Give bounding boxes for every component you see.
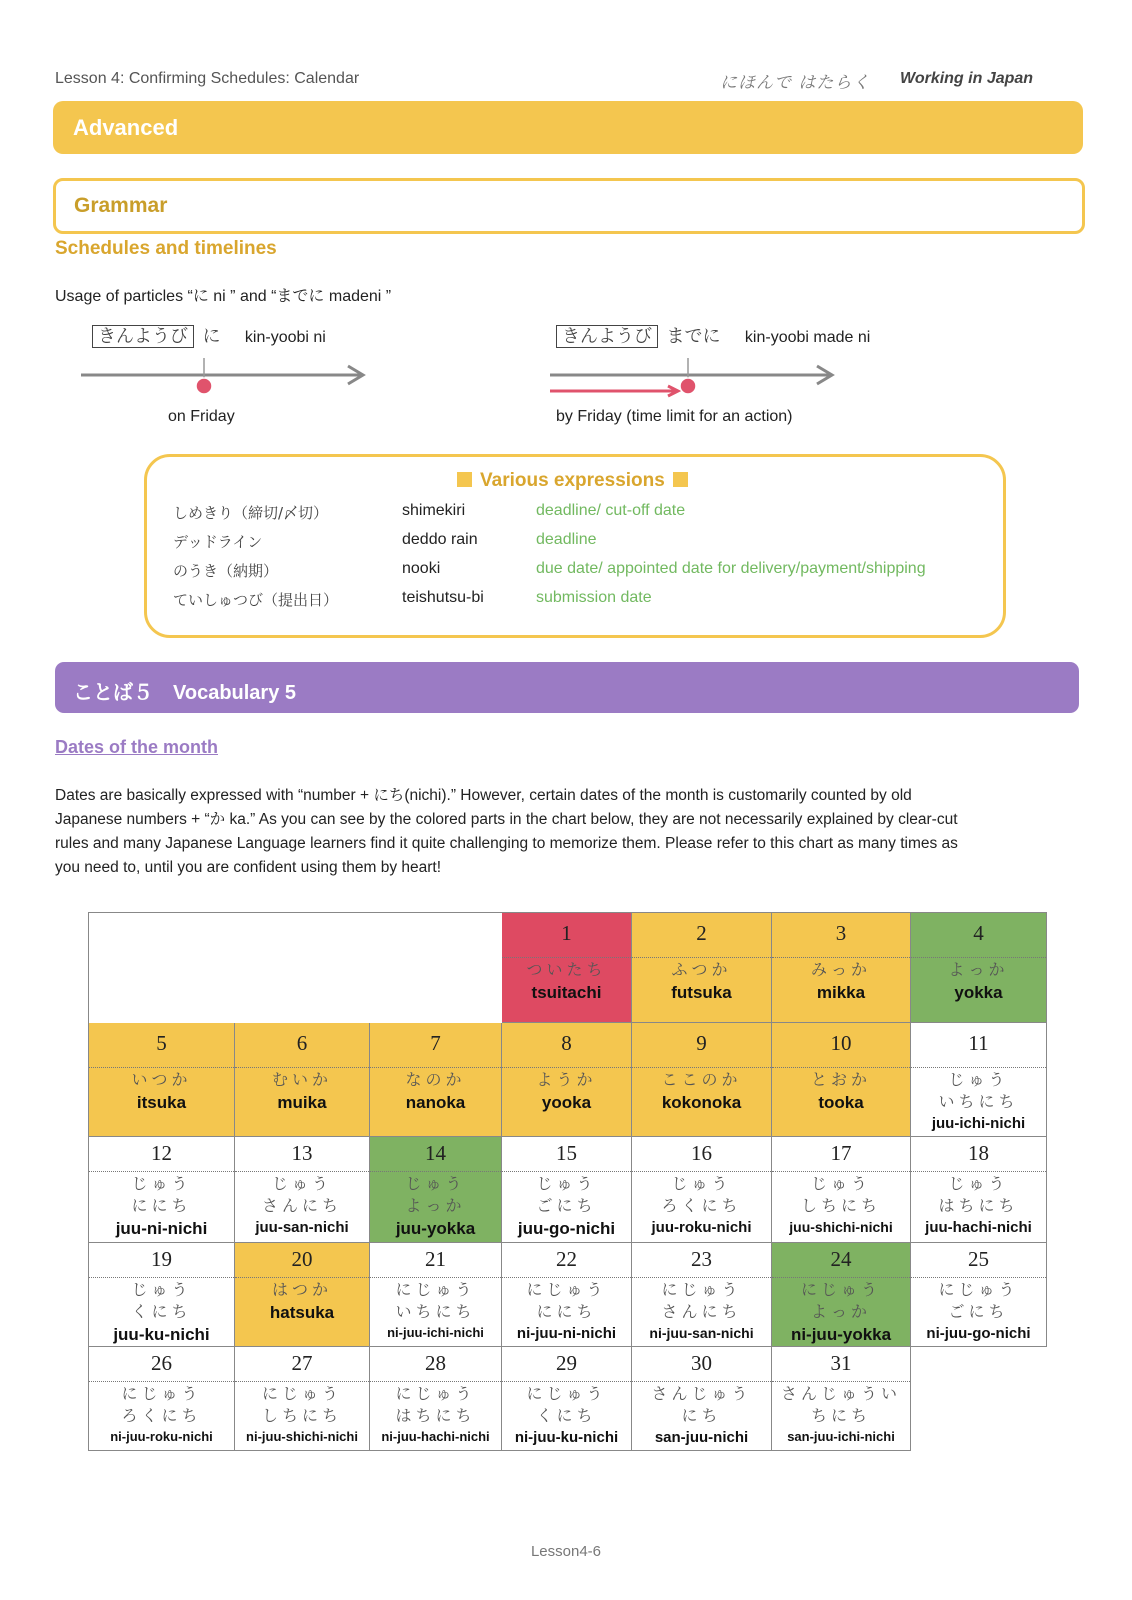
date-cell [235,1243,370,1347]
date-number: 23 [691,1247,712,1271]
date-cell [235,1137,370,1243]
cell-divider [235,1067,369,1068]
date-number: 9 [696,1031,707,1055]
date-kana: にじゅう [121,1384,202,1403]
date-cell [89,1243,235,1347]
timeline-ni-graphic [78,350,378,400]
date-kana: さんじゅう [651,1384,752,1403]
caption-by-friday: by Friday (time limit for an action) [556,408,793,425]
cell-divider [772,1277,910,1278]
cell-divider [772,957,910,958]
vocabulary-banner [55,662,1079,713]
particle-ni: に [202,326,221,347]
cell-divider [502,1171,631,1172]
date-romaji: mikka [816,983,866,1002]
date-kana: ろくにち [661,1196,742,1215]
expression-jp: デッドライン [173,533,263,551]
date-kana: むいか [271,1070,332,1089]
expression-meaning: due date/ appointed date for delivery/payment/shipping [536,560,926,577]
date-number: 31 [830,1351,852,1375]
cell-divider [235,1171,369,1172]
date-kana: みっか [810,960,871,979]
date-cell [502,913,632,1023]
date-cell [235,1023,370,1137]
cell-divider [370,1067,501,1068]
date-number: 3 [835,921,847,945]
date-kana: じゅう [948,1174,1009,1193]
date-romaji: yokka [954,983,1003,1002]
date-kana: くにち [536,1406,597,1425]
date-kana: いちにち [395,1302,476,1321]
date-number: 11 [968,1031,989,1055]
expressions-title [449,470,696,492]
friday-box: きんようび [92,325,194,348]
date-kana: しちにち [261,1406,342,1425]
date-number: 6 [296,1031,308,1055]
date-kana: にじゅう [261,1384,342,1403]
date-romaji: tsuitachi [531,983,602,1002]
expression-jp: のうき（納期） [173,562,279,580]
date-kana: ろくにち [121,1406,202,1425]
date-number: 25 [968,1247,989,1271]
date-kana: よっか [810,1302,871,1321]
date-cell [911,1023,1047,1137]
date-number: 28 [425,1351,446,1375]
cell-divider [89,1067,234,1068]
expressions-title-text: Various expressions [480,470,665,491]
date-kana: ここのか [661,1070,742,1089]
date-romaji: juu-go-nichi [517,1219,616,1238]
cell-divider [370,1171,501,1172]
date-number: 8 [561,1031,572,1055]
friday-box-2: きんようび [556,325,658,348]
date-number: 30 [691,1351,712,1375]
date-cell [502,1137,632,1243]
date-number: 2 [696,921,707,945]
romaji-madeni: kin-yoobi made ni [744,329,871,346]
date-number: 18 [968,1141,989,1165]
cell-divider [235,1381,369,1382]
date-number: 20 [291,1247,313,1271]
date-number: 5 [156,1031,167,1055]
date-romaji: hatsuka [269,1303,335,1322]
date-kana: ちにち [810,1406,871,1425]
date-number: 19 [151,1247,172,1271]
date-kana: にじゅう [661,1280,742,1299]
date-romaji: muika [277,1093,327,1112]
date-cell [370,1243,502,1347]
grammar-banner [53,178,1085,234]
paragraph-line: Japanese numbers + “か ka.” As you can see by the colored parts in the chart below, they are not necessarily explained by clear-cut [55,811,958,828]
caption-on-friday: on Friday [168,408,235,425]
page-footer: Lesson4-6 [530,1543,602,1560]
date-kana: はちにち [938,1196,1019,1215]
date-kana: とおか [810,1070,871,1089]
date-kana: じゅう [671,1174,732,1193]
date-kana: さんにち [261,1196,342,1215]
date-romaji: futsuka [671,983,732,1002]
cell-divider [632,1277,771,1278]
date-cell [370,1347,502,1451]
dates-calendar [88,912,1047,1451]
date-romaji: juu-ni-nichi [115,1219,208,1238]
expression-romaji: nooki [402,560,441,577]
cell-divider [772,1171,910,1172]
date-kana: じゅう [405,1174,466,1193]
cell-divider [772,1381,910,1382]
date-cell [772,913,911,1023]
paragraph-line: rules and many Japanese Language learners find it quite challenging to memorize them. Please refer to this chart as many times as [55,835,958,852]
date-romaji: san-juu-ichi-nichi [787,1429,895,1444]
timeline-madeni-graphic [548,350,848,400]
cell-divider [502,1381,631,1382]
cell-divider [502,1067,631,1068]
date-kana: いちにち [938,1092,1019,1111]
cell-divider [911,957,1046,958]
date-cell [370,1023,502,1137]
date-kana: にじゅう [395,1384,476,1403]
date-kana: いつか [131,1070,192,1089]
date-number: 22 [556,1247,577,1271]
date-romaji: ni-juu-shichi-nichi [246,1429,358,1444]
dates-paragraph [55,784,1085,880]
date-kana: よっか [405,1196,466,1215]
advanced-banner [53,101,1083,154]
date-number: 12 [151,1141,172,1165]
paragraph-line: Dates are basically expressed with “number + にち(nichi).” However, certain dates of the month is customarily counted by old [55,787,912,804]
date-number: 26 [151,1351,172,1375]
friday-dot-icon [680,378,696,394]
date-kana: ににち [131,1196,192,1215]
cell-divider [89,1381,234,1382]
date-romaji: juu-yokka [395,1219,476,1238]
date-kana: ごにち [948,1302,1009,1321]
date-kana: はちにち [395,1406,476,1425]
date-romaji: nanoka [405,1093,466,1112]
particle-madeni: までに [666,326,721,347]
date-number: 15 [556,1141,577,1165]
date-cell [632,1347,772,1451]
date-number: 16 [691,1141,712,1165]
date-kana: さんじゅうい [780,1384,901,1403]
date-cell [632,1137,772,1243]
date-romaji: ni-juu-roku-nichi [110,1429,213,1444]
friday-dot-icon [196,378,212,394]
date-kana: ようか [536,1070,597,1089]
date-kana: にじゅう [526,1280,607,1299]
expression-romaji: shimekiri [402,502,466,519]
date-kana: じゅう [131,1174,192,1193]
date-kana: ににち [536,1302,597,1321]
date-cell [772,1347,911,1451]
lesson-title: Lesson 4: Confirming Schedules: Calendar [55,70,360,87]
date-romaji: tooka [818,1093,864,1112]
series-title-en: Working in Japan [900,70,1034,87]
date-romaji: ni-juu-yokka [790,1325,892,1344]
date-kana: ふつか [671,960,732,979]
date-romaji: ni-juu-ku-nichi [514,1429,619,1446]
expression-meaning: submission date [536,589,652,606]
date-kana: しちにち [800,1196,881,1215]
cell-divider [911,1277,1046,1278]
date-kana: にじゅう [526,1384,607,1403]
vocabulary-label: ことば５ Vocabulary 5 [73,682,297,704]
date-kana: ごにち [536,1196,597,1215]
date-romaji: juu-hachi-nichi [925,1219,1032,1236]
date-cell [772,1023,911,1137]
date-kana: じゅう [948,1070,1009,1089]
date-number: 14 [425,1141,446,1165]
timeline-madeni-label [556,322,870,348]
date-romaji: juu-roku-nichi [651,1219,752,1236]
date-cell [911,1243,1047,1347]
date-kana: ついたち [526,960,607,979]
date-romaji: juu-ku-nichi [113,1325,210,1344]
date-cell [502,1347,632,1451]
grammar-label: Grammar [74,194,168,217]
date-cell [911,913,1047,1023]
cell-divider [772,1067,910,1068]
cell-divider [370,1381,501,1382]
date-number: 4 [973,921,984,945]
date-romaji: juu-ichi-nichi [931,1115,1026,1132]
series-title-jp: にほんで はたらく [720,73,871,93]
cell-divider [502,1277,631,1278]
date-romaji: ni-juu-go-nichi [926,1325,1031,1342]
advanced-label: Advanced [73,115,179,140]
cell-divider [89,1171,234,1172]
paragraph-line: you need to, until you are confident using them by heart! [55,859,442,876]
date-number: 27 [291,1351,313,1375]
cell-divider [632,1171,771,1172]
date-kana: なのか [405,1070,466,1089]
date-number: 10 [830,1031,852,1055]
date-romaji: ni-juu-ni-nichi [516,1325,617,1342]
date-cell [89,1023,235,1137]
date-cell [632,1023,772,1137]
expression-meaning: deadline/ cut-off date [536,502,686,519]
cell-divider [502,957,631,958]
date-number: 24 [830,1247,852,1271]
square-bullet-icon [457,472,472,487]
date-cell [632,913,772,1023]
date-romaji: ni-juu-san-nichi [649,1325,754,1341]
date-kana: にち [681,1406,722,1425]
date-cell [772,1243,911,1347]
timeline-ni-label [92,322,326,348]
date-kana: にじゅう [395,1280,476,1299]
date-romaji: itsuka [136,1093,187,1112]
date-cell [502,1023,632,1137]
schedules-title: Schedules and timelines [55,238,277,259]
date-romaji: ni-juu-hachi-nichi [381,1429,490,1444]
date-kana: じゅう [536,1174,597,1193]
cell-divider [370,1277,501,1278]
expression-meaning: deadline [536,531,597,548]
cell-divider [632,1067,771,1068]
date-cell [89,1347,235,1451]
date-romaji: ni-juu-ichi-nichi [387,1325,484,1340]
date-cell [370,1137,502,1243]
date-cell [89,1137,235,1243]
expression-jp: ていしゅつび（提出日） [173,591,339,609]
date-kana: にじゅう [800,1280,881,1299]
square-bullet-icon [673,472,688,487]
date-romaji: kokonoka [661,1093,742,1112]
dates-title: Dates of the month [55,737,219,757]
date-kana: さんにち [661,1302,742,1321]
date-number: 7 [430,1031,441,1055]
cell-divider [235,1277,369,1278]
expression-jp: しめきり（締切/〆切） [173,504,329,522]
cell-divider [911,1067,1046,1068]
date-kana: よっか [948,960,1009,979]
date-kana: じゅう [131,1280,192,1299]
date-number: 13 [291,1141,313,1165]
date-kana: はつか [271,1280,332,1299]
date-romaji: juu-shichi-nichi [789,1219,893,1235]
cell-divider [911,1171,1046,1172]
cell-divider [632,957,771,958]
date-cell [502,1243,632,1347]
expression-romaji: teishutsu-bi [402,589,484,606]
expression-romaji: deddo rain [402,531,478,548]
expressions-box [144,454,1006,638]
date-number: 1 [561,921,572,945]
romaji-ni: kin-yoobi ni [244,329,326,346]
date-kana: じゅう [810,1174,871,1193]
date-cell [772,1137,911,1243]
date-number: 29 [556,1351,577,1375]
date-number: 17 [830,1141,852,1165]
date-cell [911,1137,1047,1243]
date-romaji: san-juu-nichi [654,1429,749,1446]
date-romaji: yooka [541,1093,592,1112]
date-kana: にじゅう [938,1280,1019,1299]
date-number: 21 [425,1247,446,1271]
cell-divider [89,1277,234,1278]
date-kana: くにち [131,1302,192,1321]
date-romaji: juu-san-nichi [255,1219,349,1236]
cell-divider [632,1381,771,1382]
date-cell [235,1347,370,1451]
usage-text: Usage of particles “に ni ” and “までに madeni ” [55,288,392,305]
date-kana: じゅう [271,1174,332,1193]
date-cell [632,1243,772,1347]
